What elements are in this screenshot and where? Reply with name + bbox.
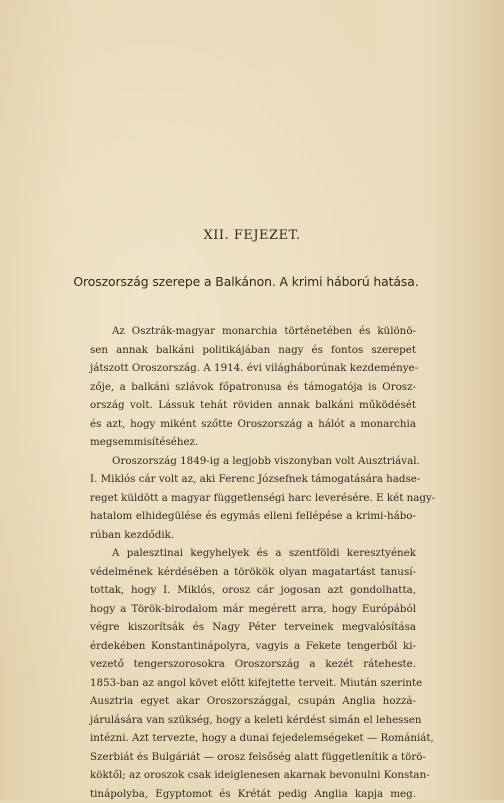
paragraph (90, 452, 416, 545)
text-line: érdekében Konstantinápolyra, vagyis a Fekete tengerből ki- (90, 637, 416, 656)
text-line: vezető tengerszorosokra Oroszország a kezét ráteheste. (90, 655, 416, 674)
text-line: ország volt. Lássuk tehát röviden annak balkáni működését (90, 396, 416, 415)
text-line: és azt, hogy miként szőtte Oroszország a hálót a monarchia (90, 415, 416, 434)
text-line: hatalom elhidegülése és egymás elleni fellépése a krimi-hábo- (90, 507, 416, 526)
section-title: Oroszország szerepe a Balkánon. A krimi háború hatása. (56, 274, 436, 289)
text-line: védelmének kérdésében a törökök olyan magatartást tanusí- (90, 563, 416, 582)
text-line: hogy a Török-birodalom már megérett arra, hogy Európából (90, 600, 416, 619)
text-line: tinápolyba, Egyptomot és Krétát pedig Anglia kapja meg. (90, 785, 416, 803)
chapter-heading: XII. FEJEZET. (0, 228, 504, 243)
text-line: Ausztria egyet akar Oroszországgal, csupán Anglia hozzá- (90, 692, 416, 711)
text-line: játszott Oroszország. A 1914. évi világháborúnak kezdeménye- (90, 359, 416, 378)
text-line: sen annak balkáni politikájában nagy és fontos szerepet (90, 341, 416, 360)
text-line: Az Osztrák-magyar monarchia történetében és különö- (90, 322, 416, 341)
text-line: köktől; az oroszok csak ideiglenesen akarnak bevonulni Konstan- (90, 766, 416, 785)
text-line: reget küldött a magyar függetlenségi harc leverésére. E két nagy- (90, 489, 416, 508)
text-line: tottak, hogy I. Miklós, orosz cár jogosan azt gondolhatta, (90, 581, 416, 600)
body-text (90, 322, 416, 803)
paragraph (90, 322, 416, 452)
text-line: Szerbiát és Bulgáriát — orosz felsőség alatt függetlenítik a törö- (90, 748, 416, 767)
paragraph (90, 544, 416, 803)
text-line: járulására van szükség, hogy a keleti kérdést simán el lehessen (90, 711, 416, 730)
text-line: Oroszország 1849-ig a legjobb viszonyban volt Ausztriával. (90, 452, 416, 471)
text-line: zője, a balkáni szlávok főpatronusa és támogatója is Orosz- (90, 378, 416, 397)
text-line: 1853-ban az angol követ előtt kifejtette terveit. Miután szerinte (90, 674, 416, 693)
text-line: A palesztinai kegyhelyek és a szentföldi keresztyének (90, 544, 416, 563)
text-line: I. Miklós cár volt az, aki Ferenc Józsefnek támogatására hadse- (90, 470, 416, 489)
text-line: megsemmisítéséhez. (90, 433, 416, 452)
text-line: rúban kezdődik. (90, 526, 416, 545)
text-line: végre kiszorítsák és Nagy Péter terveinek megvalósítása (90, 618, 416, 637)
text-line: intézni. Azt tervezte, hogy a dunai fejedelemségeket — Romániát, (90, 729, 416, 748)
